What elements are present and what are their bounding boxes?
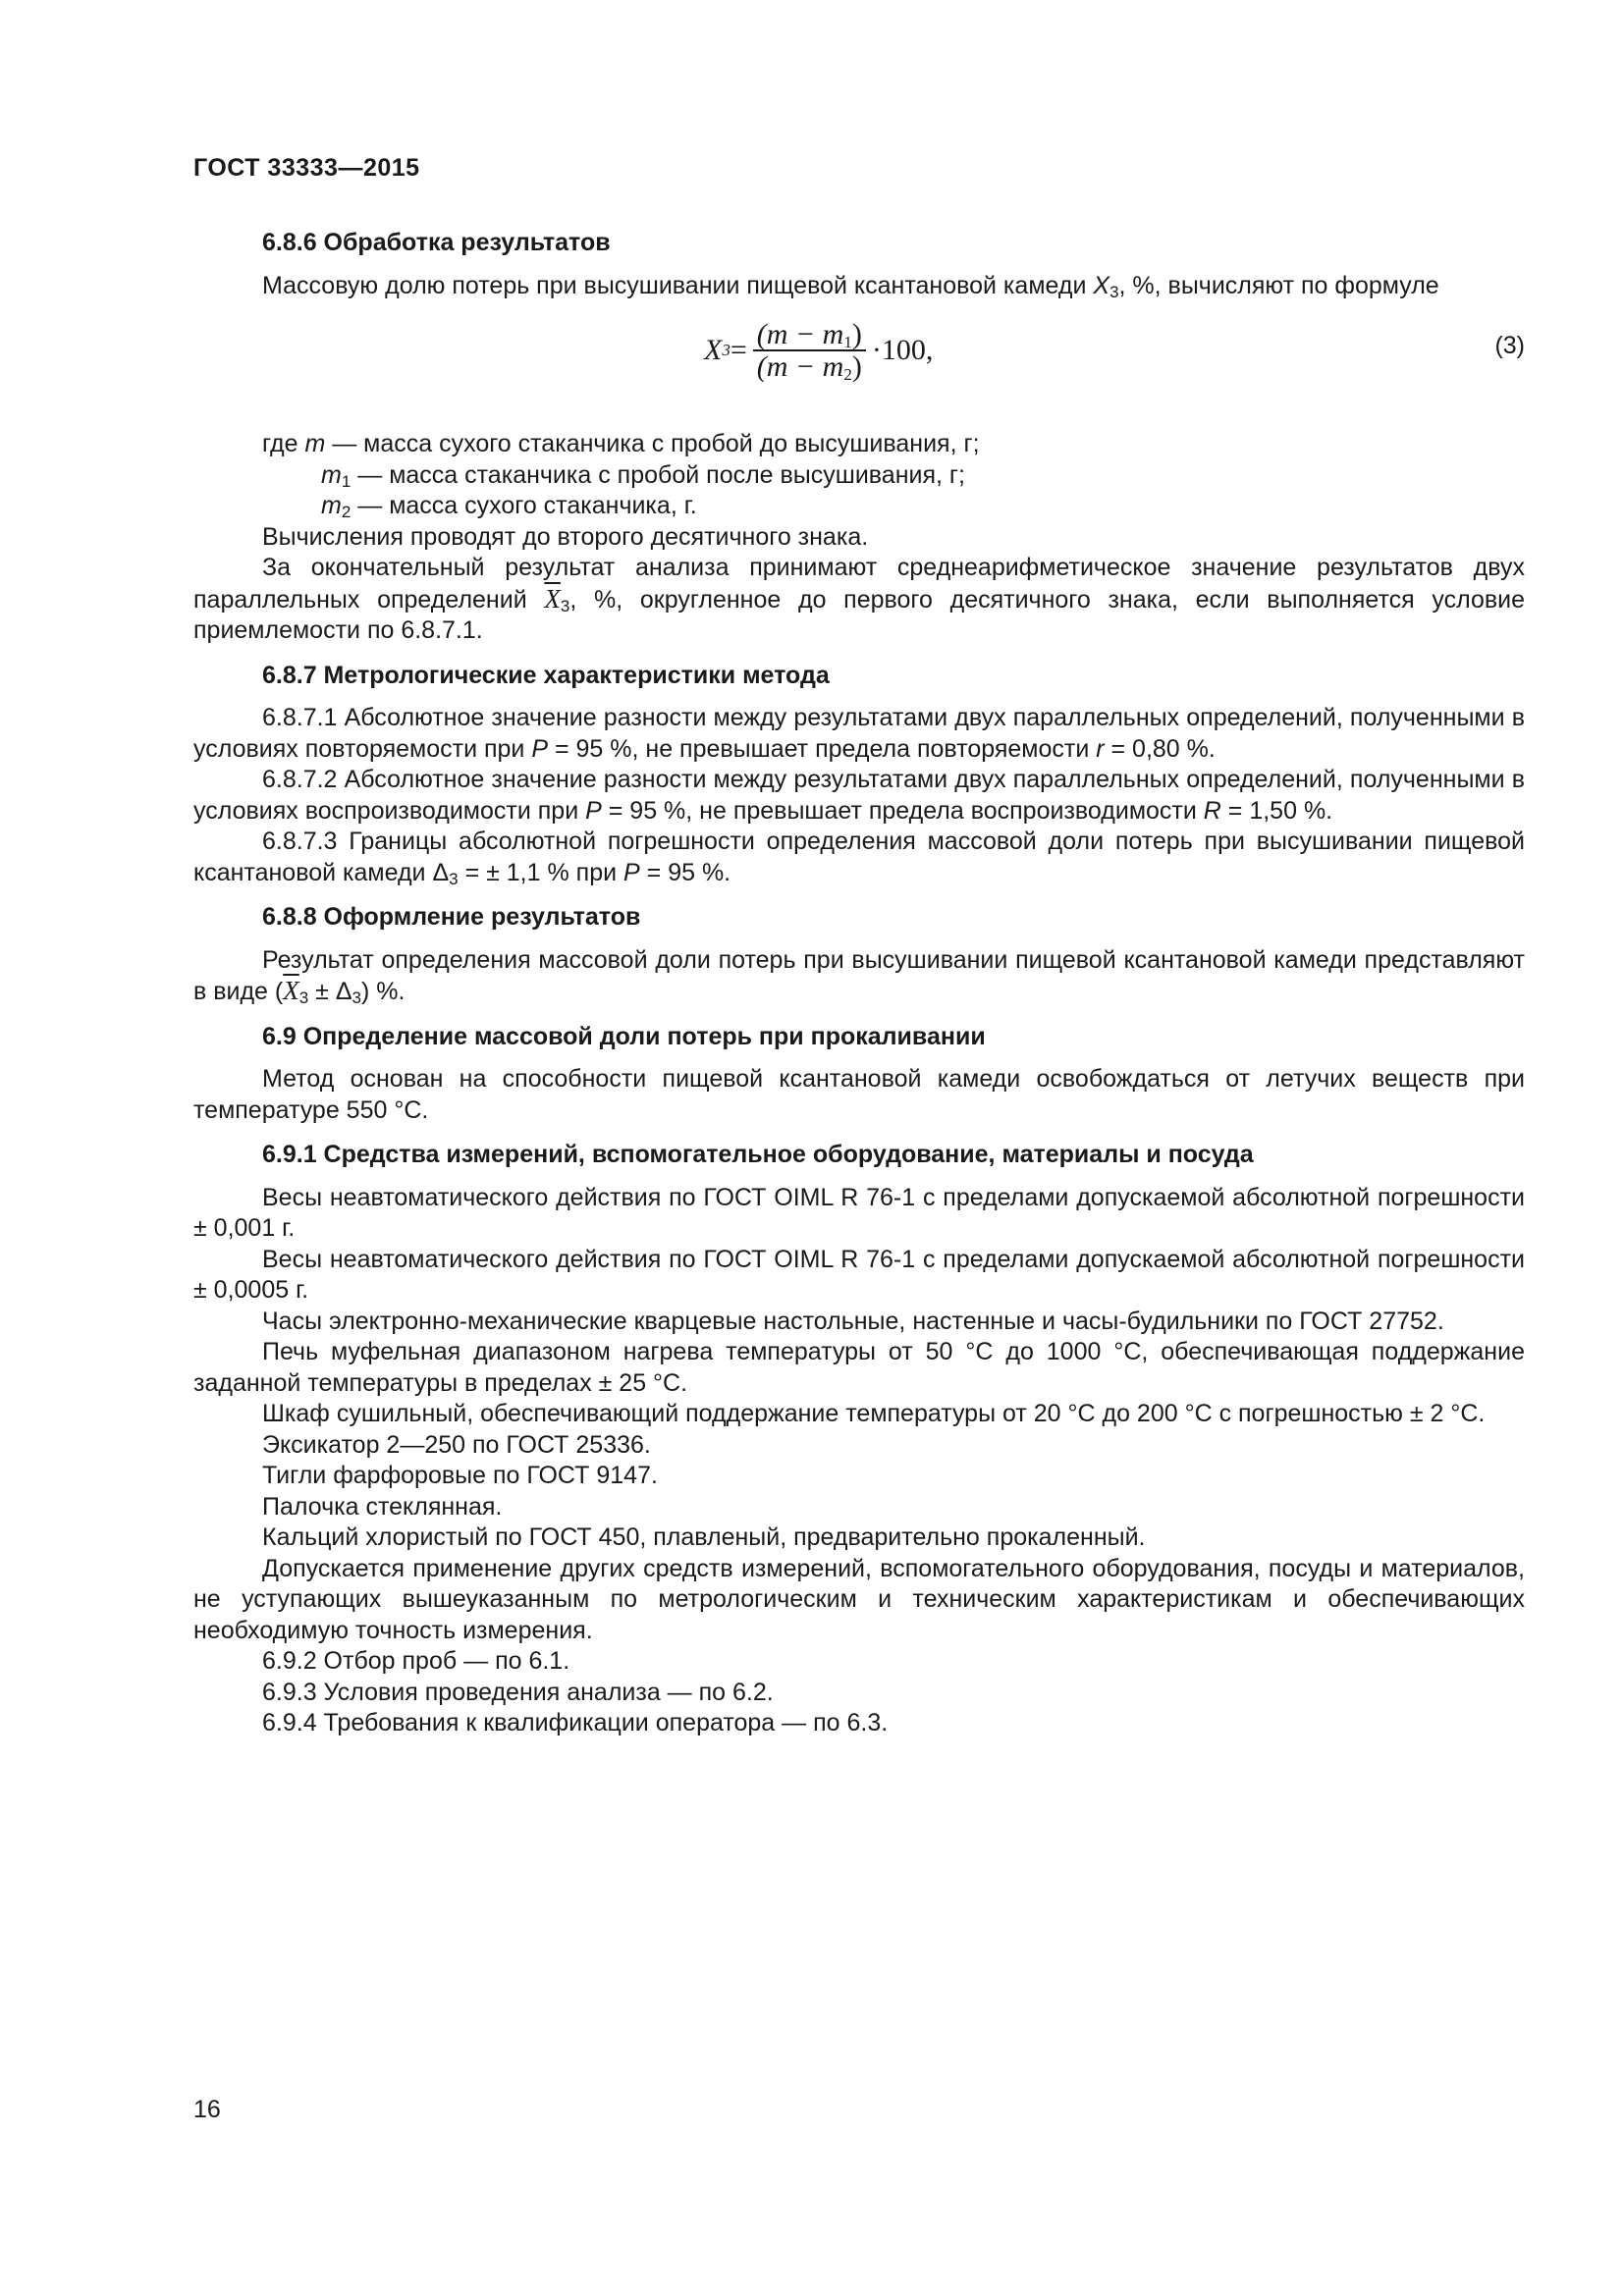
formula-number: (3): [1494, 332, 1525, 359]
paragraph-6-8-8: Результат определения массовой доли потерь при высушивании пищевой ксантановой камеди представляют в виде $(\overline{X}_3 \pm \Delta_3)$ %.: [193, 945, 1525, 1007]
list-item: Допускается применение других средств измерений, вспомогательного оборудования, посуды и материалов, не уступающих вышеуказанным по метрологическим и техническим характеристикам и обеспечивающих необходимую точность измерения.: [193, 1554, 1525, 1644]
formula-denominator: $(m - m_2)$: [753, 349, 866, 383]
paragraph-6-9-3: 6.9.3 Условия проведения анализа — по 6.2.: [262, 1678, 774, 1706]
list-item: Печь муфельная диапазоном нагрева температуры от 50 °С до 1000 °С, обеспечивающая поддержание заданной температуры в пределах ± 25 °С.: [193, 1338, 1525, 1397]
paragraph-6-8-7-2: 6.8.7.2 Абсолютное значение разности между результатами двух параллельных определений, полученными в условиях воспроизводимости при P = 95 %, не превышает предела воспроизводимости R = 1,50 %.: [193, 766, 1525, 825]
list-item: Кальций хлористый по ГОСТ 450, плавленый, предварительно прокаленный.: [262, 1523, 1146, 1551]
list-item: Шкаф сушильный, обеспечивающий поддержание температуры от 20 °С до 200 °С с погрешностью ± 2 °С.: [262, 1400, 1486, 1427]
list-item: Весы неавтоматического действия по ГОСТ OIML R 76-1 с пределами допускаемой абсолютной погрешности ± 0,001 г.: [193, 1183, 1525, 1242]
paragraph-6-8-7-1: 6.8.7.1 Абсолютное значение разности между результатами двух параллельных определений, полученными в условиях повторяемости при P = 95 %, не превышает предела повторяемости r = 0,80 %.: [193, 704, 1525, 763]
page-body: [193, 228, 1525, 1739]
definition-m2: $m_2$ — масса сухого стаканчика, г.: [321, 492, 697, 521]
paragraph-calculation: Вычисления проводят до второго десятичного знака.: [262, 522, 869, 551]
formula-fraction: [753, 319, 866, 383]
heading-6-8-6: 6.8.6 Обработка результатов: [262, 229, 611, 256]
definition-m: где m — масса сухого стаканчика с пробой до высушивания, г;: [262, 430, 980, 457]
heading-6-9-1: 6.9.1 Средства измерений, вспомогательное оборудование, материалы и посуда: [262, 1141, 1254, 1168]
page-number: 16: [193, 2096, 221, 2123]
list-item: Палочка стеклянная.: [262, 1492, 503, 1521]
formula-3: [193, 301, 1525, 409]
paragraph-6-8-7-3: 6.8.7.3 Границы абсолютной погрешности определения массовой доли потерь при высушивании пищевой ксантановой камеди $\Delta_3$ = ± 1,1 % при P = 95 %.: [193, 828, 1525, 888]
paragraph-6-9-4: 6.9.4 Требования к квалификации оператора — по 6.3.: [262, 1709, 889, 1736]
document-header: ГОСТ 33333—2015: [193, 154, 420, 182]
heading-6-8-7: 6.8.7 Метрологические характеристики метода: [262, 661, 830, 689]
formula-expression: X 3 = $\frac{(m - m_1)}{(m - m_2)}$ ·100,: [704, 317, 934, 384]
paragraph-formula-intro: Массовую долю потерь при высушивании пищевой ксантановой камеди $X_3$, %, вычисляют по формуле: [262, 271, 1439, 301]
heading-6-8-8: 6.8.8 Оформление результатов: [262, 903, 641, 931]
list-item: Тигли фарфоровые по ГОСТ 9147.: [262, 1462, 658, 1489]
list-item: Эксикатор 2—250 по ГОСТ 25336.: [262, 1430, 651, 1459]
paragraph-6-9-2: 6.9.2 Отбор проб — по 6.1.: [262, 1647, 570, 1675]
list-item: Весы неавтоматического действия по ГОСТ OIML R 76-1 с пределами допускаемой абсолютной погрешности ± 0,0005 г.: [193, 1245, 1525, 1304]
paragraph-final-result: За окончательный результат анализа принимают среднеарифметическое значение результатов двух параллельных определений $\overline{X}_3$, %, округленное до первого десятичного знака, если выполняется условие приемлемости по 6.8.7.1.: [193, 554, 1525, 644]
paragraph-6-9: Метод основан на способности пищевой ксантановой камеди освобождаться от летучих веществ при температуре 550 °С.: [193, 1065, 1525, 1124]
formula-numerator: $(m - m_1)$: [756, 317, 862, 351]
list-item: Часы электронно-механические кварцевые настольные, настенные и часы-будильники по ГОСТ 27752.: [262, 1307, 1444, 1335]
heading-6-9: 6.9 Определение массовой доли потерь при прокаливании: [262, 1022, 986, 1050]
definition-m1: $m_1$ — масса стаканчика с пробой после высушивания, г;: [321, 460, 965, 491]
variable-definitions: [193, 429, 1525, 522]
